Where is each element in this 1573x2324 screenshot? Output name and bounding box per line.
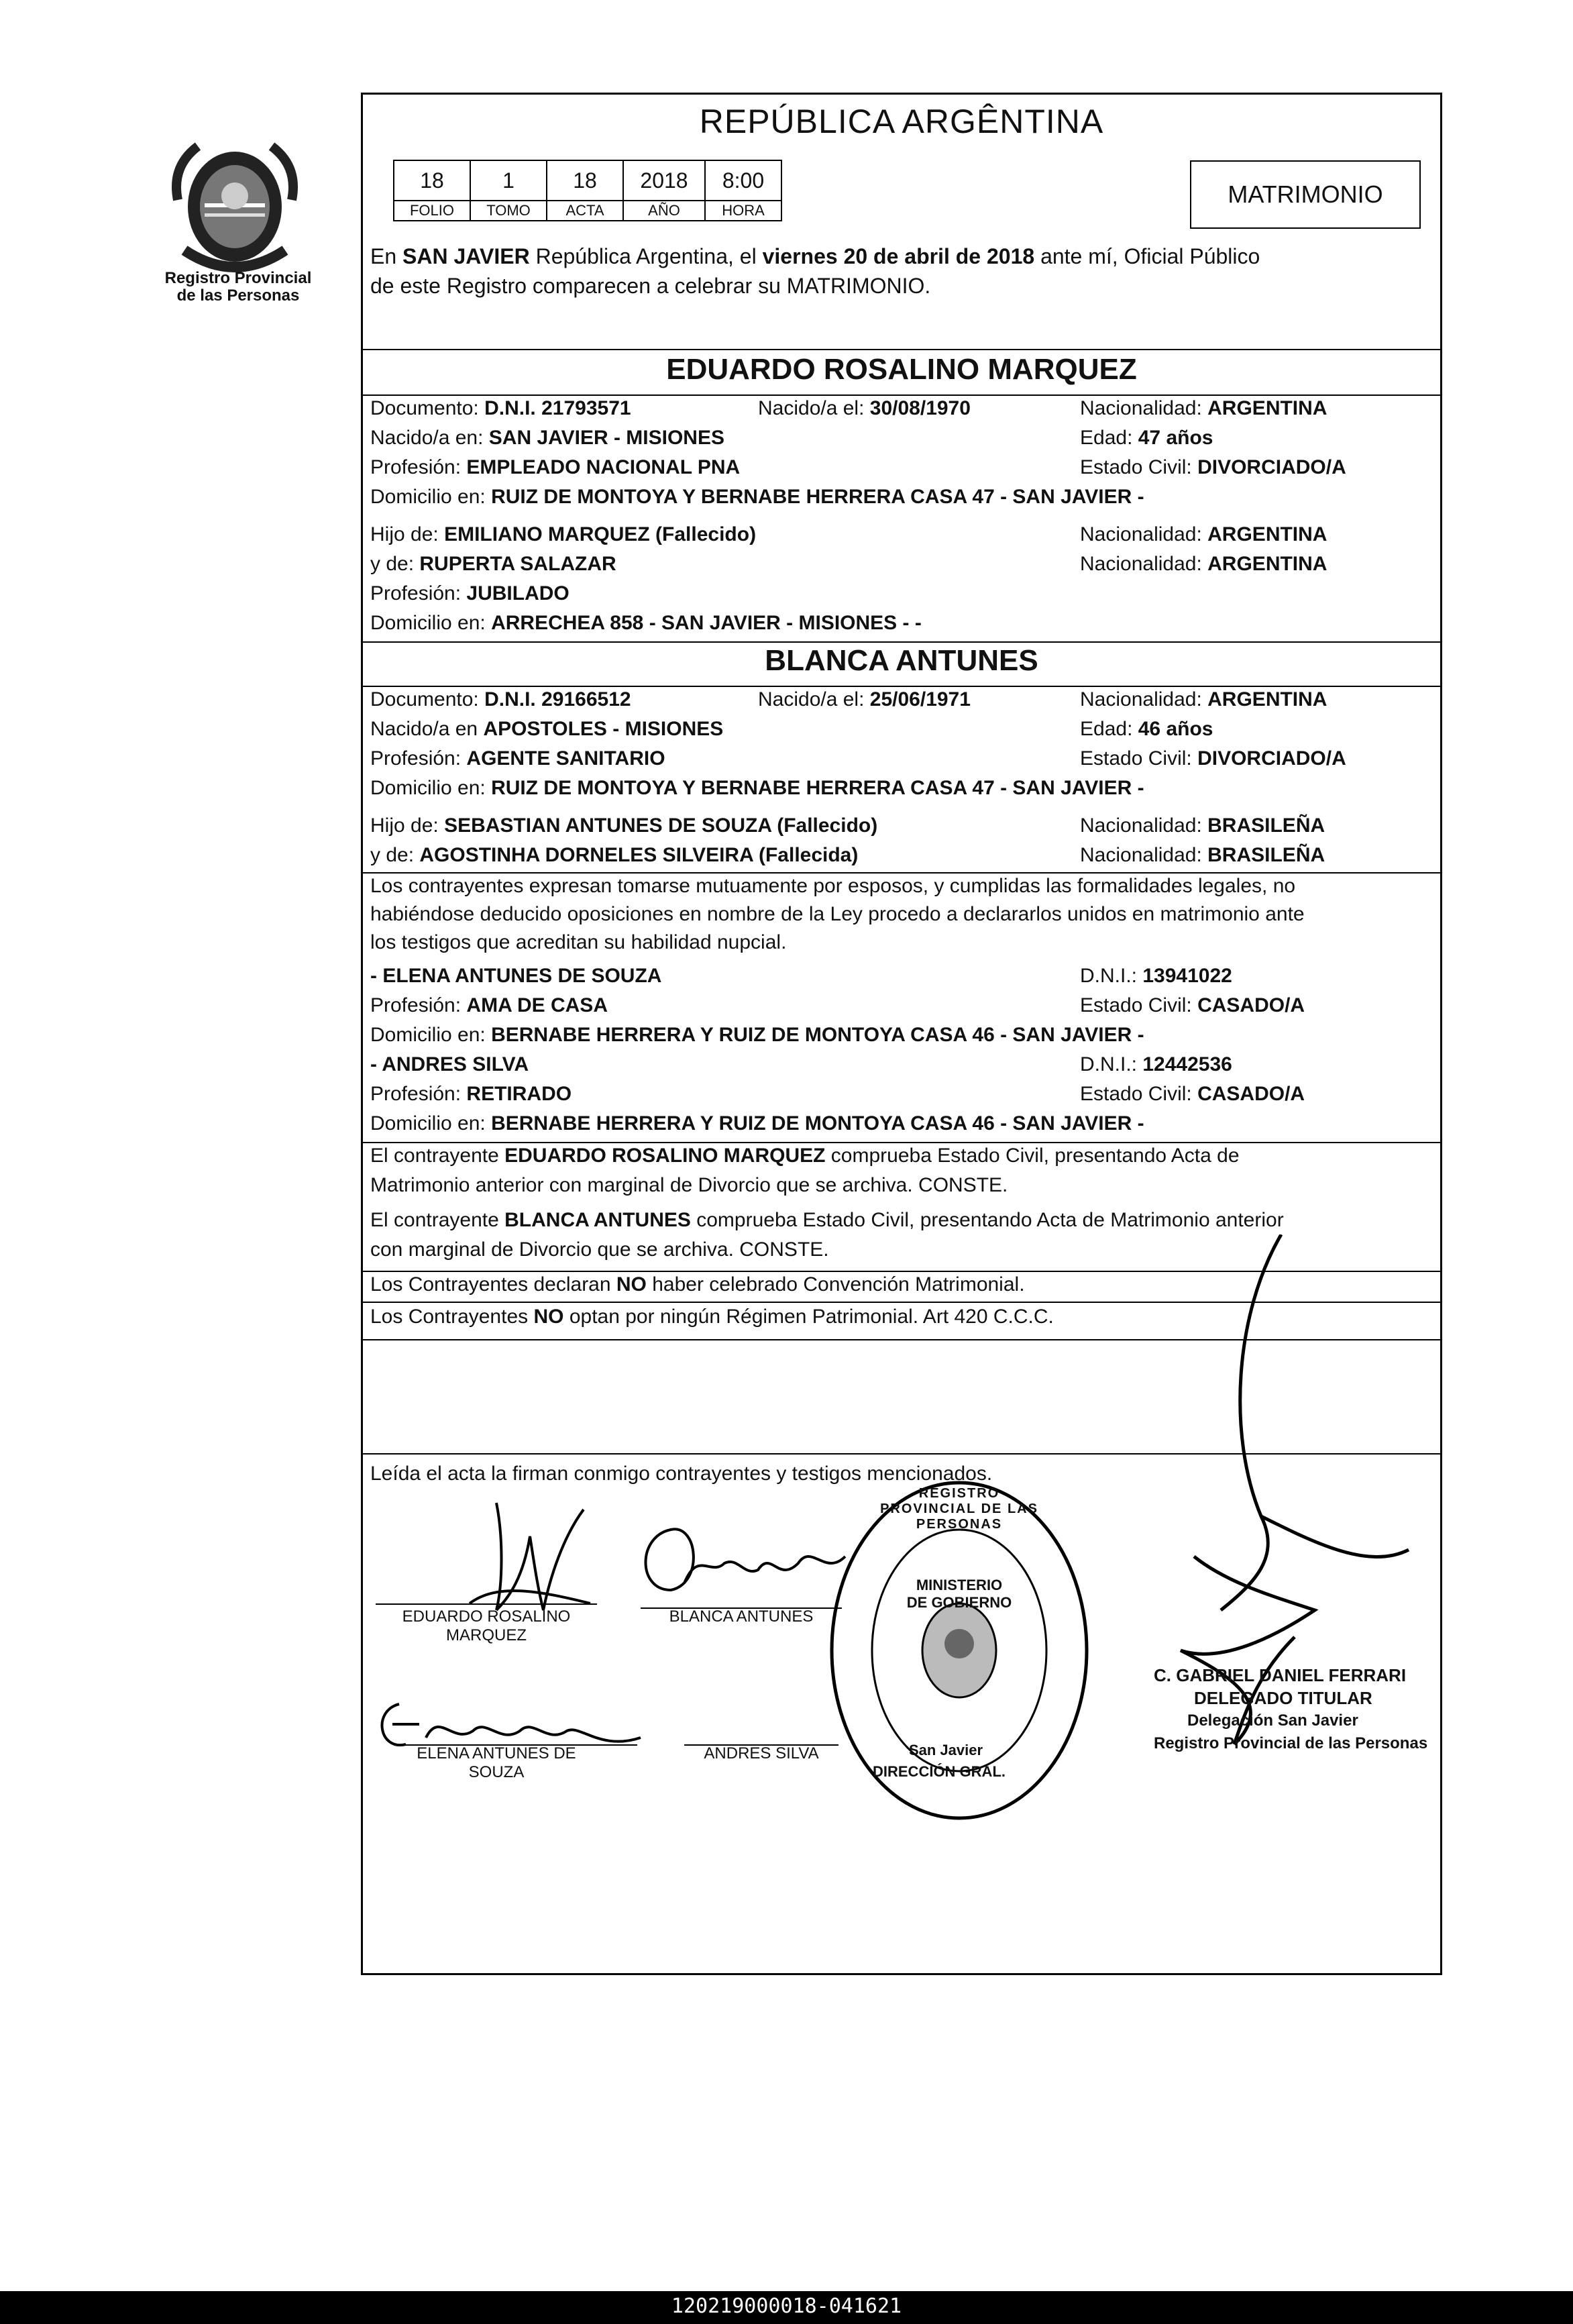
- official-registry: Registro Provincial de las Personas: [1154, 1734, 1428, 1752]
- tomo-label: TOMO: [470, 201, 547, 221]
- value: ARRECHEA 858 - SAN JAVIER - MISIONES - -: [491, 612, 922, 634]
- official-signature-block: [1154, 1664, 1442, 1755]
- tomo-value: 1: [470, 160, 547, 201]
- label: Domicilio en:: [370, 486, 486, 508]
- caption-line: ELENA ANTUNES DE: [417, 1744, 576, 1762]
- label: Domicilio en:: [370, 612, 486, 634]
- witness2-profession: [370, 1083, 572, 1106]
- text: El contrayente: [370, 1145, 505, 1167]
- acta-value: 18: [547, 160, 623, 201]
- value: JUBILADO: [466, 582, 569, 604]
- value: 25/06/1971: [869, 688, 971, 710]
- bride-signature-caption: BLANCA ANTUNES: [669, 1607, 814, 1626]
- value: BERNABE HERRERA Y RUIZ DE MONTOYA CASA 46 - SAN JAVIER -: [491, 1112, 1144, 1134]
- value: ARGENTINA: [1207, 688, 1327, 710]
- official-name: C. GABRIEL DANIEL FERRARI: [1154, 1665, 1407, 1685]
- value: 30/08/1970: [869, 397, 971, 419]
- groom-document: [370, 397, 631, 420]
- value: D.N.I. 21793571: [484, 397, 631, 419]
- groom-birthdate: [758, 397, 971, 420]
- label: Nacido/a en: [370, 718, 478, 740]
- label: Nacionalidad:: [1080, 523, 1202, 545]
- declaration-line2: habiéndose deducido oposiciones en nombre de la Ley procedo a declararlos unidos en matrimonio ante: [370, 903, 1305, 925]
- text: Los Contrayentes declaran: [370, 1273, 616, 1296]
- label: Nacionalidad:: [1080, 397, 1202, 419]
- name: EDUARDO ROSALINO MARQUEZ: [504, 1145, 826, 1167]
- value: DIVORCIADO/A: [1197, 747, 1346, 770]
- groom-parent-profession: [370, 582, 569, 605]
- value: 47 años: [1138, 427, 1213, 449]
- groom-signature-line: [376, 1603, 597, 1605]
- value: BRASILEÑA: [1207, 814, 1325, 837]
- caption-line: SOUZA: [468, 1763, 525, 1781]
- label: Profesión:: [370, 456, 462, 478]
- note2-line1: [370, 1209, 1284, 1232]
- anio-label: AÑO: [623, 201, 705, 221]
- label: Domicilio en:: [370, 1024, 486, 1046]
- label: Estado Civil:: [1080, 1083, 1192, 1105]
- text: comprueba Estado Civil, presentando Acta de Matrimonio anterior: [690, 1209, 1284, 1231]
- value: D.N.I. 29166512: [484, 688, 631, 710]
- note1-line2: Matrimonio anterior con marginal de Divorcio que se archiva. CONSTE.: [370, 1174, 1008, 1196]
- bride-age: [1080, 718, 1213, 741]
- declaration-line3: los testigos que acreditan su habilidad nupcial.: [370, 931, 787, 953]
- divider: [362, 1142, 1441, 1143]
- value: CASADO/A: [1197, 994, 1305, 1016]
- text: haber celebrado Convención Matrimonial.: [646, 1273, 1025, 1296]
- divider: [362, 641, 1441, 643]
- value: AMA DE CASA: [466, 994, 608, 1016]
- witness2-civil-status: [1080, 1083, 1305, 1106]
- witness2-dni: [1080, 1053, 1232, 1076]
- label: Documento:: [370, 397, 479, 419]
- bride-mother-nationality: [1080, 844, 1325, 867]
- hora-value: 8:00: [705, 160, 781, 201]
- divider: [362, 394, 1441, 396]
- label: Estado Civil:: [1080, 747, 1192, 770]
- groom-name-heading: EDUARDO ROSALINO MARQUEZ: [666, 353, 1137, 386]
- document-title: REPÚBLICA ARGÊNTINA: [699, 103, 1104, 140]
- label: D.N.I.:: [1080, 1053, 1138, 1075]
- label: Nacido/a en:: [370, 427, 484, 449]
- value: RUIZ DE MONTOYA Y BERNABE HERRERA CASA 47 - SAN JAVIER -: [491, 486, 1144, 508]
- name: BLANCA ANTUNES: [504, 1209, 691, 1231]
- value: EMILIANO MARQUEZ (Fallecido): [444, 523, 757, 545]
- text: comprueba Estado Civil, presentando Acta de: [825, 1145, 1240, 1167]
- seal-city-text: San Javier: [908, 1742, 983, 1758]
- anio-value: 2018: [623, 160, 705, 201]
- value: RETIRADO: [466, 1083, 572, 1105]
- text: Los Contrayentes: [370, 1306, 534, 1328]
- hora-label: HORA: [705, 201, 781, 221]
- groom-mother: [370, 553, 616, 576]
- label: Domicilio en:: [370, 1112, 486, 1134]
- emphasis: NO: [616, 1273, 647, 1296]
- label: y de:: [370, 844, 415, 866]
- groom-father-nationality: [1080, 523, 1327, 546]
- label: y de:: [370, 553, 415, 575]
- text: optan por ningún Régimen Patrimonial. Art 420 C.C.C.: [563, 1306, 1054, 1328]
- value: DIVORCIADO/A: [1197, 456, 1346, 478]
- bride-nationality: [1080, 688, 1327, 711]
- label: D.N.I.:: [1080, 965, 1138, 987]
- acta-label: ACTA: [547, 201, 623, 221]
- intro-text: ante mí, Oficial Público: [1034, 244, 1260, 268]
- value: ARGENTINA: [1207, 523, 1327, 545]
- value: CASADO/A: [1197, 1083, 1305, 1105]
- record-type-box: MATRIMONIO: [1190, 160, 1421, 229]
- witness2-name: - ANDRES SILVA: [370, 1053, 529, 1075]
- label: Profesión:: [370, 747, 462, 770]
- folio-value: 18: [394, 160, 470, 201]
- groom-father: [370, 523, 756, 546]
- value: BERNABE HERRERA Y RUIZ DE MONTOYA CASA 46 - SAN JAVIER -: [491, 1024, 1144, 1046]
- groom-parent-address: [370, 612, 922, 635]
- witness1-name: - ELENA ANTUNES DE SOUZA: [370, 965, 662, 987]
- label: Edad:: [1080, 718, 1133, 740]
- groom-profession: [370, 456, 740, 479]
- groom-signature-caption: [376, 1607, 597, 1645]
- closing-statement: Leída el acta la firman conmigo contrayentes y testigos mencionados.: [370, 1463, 993, 1485]
- label: Nacionalidad:: [1080, 814, 1202, 837]
- label: Edad:: [1080, 427, 1133, 449]
- official-title: DELEGADO TITULAR: [1194, 1688, 1372, 1708]
- intro-text: En: [370, 244, 403, 268]
- groom-address: [370, 486, 1144, 509]
- witness1-civil-status: [1080, 994, 1305, 1017]
- bride-birthplace: [370, 718, 723, 741]
- label: Profesión:: [370, 582, 462, 604]
- witness1-profession: [370, 994, 608, 1017]
- groom-civil-status: [1080, 456, 1346, 479]
- witness2-address: [370, 1112, 1144, 1135]
- bride-birthdate: [758, 688, 971, 711]
- seal-ring-text: DIRECCIÓN GRAL.: [873, 1763, 1006, 1780]
- bride-handwritten-signature: [631, 1510, 852, 1617]
- caption-line: MARQUEZ: [446, 1626, 527, 1644]
- text: El contrayente: [370, 1209, 505, 1231]
- declaration-line1: Los contrayentes expresan tomarse mutuamente por esposos, y cumplidas las formalidades legales, no: [370, 875, 1296, 897]
- divider: [362, 872, 1441, 874]
- caption-line: EDUARDO ROSALINO: [402, 1607, 571, 1626]
- divider: [362, 686, 1441, 687]
- seal-inner-text: MINISTERIO DE GOBIERNO: [906, 1577, 1012, 1611]
- intro-city: SAN JAVIER: [402, 244, 530, 268]
- label: Nacido/a el:: [758, 688, 865, 710]
- witness2-signature-caption: ANDRES SILVA: [704, 1744, 819, 1762]
- value: AGOSTINHA DORNELES SILVEIRA (Fallecida): [419, 844, 859, 866]
- value: AGENTE SANITARIO: [466, 747, 665, 770]
- value: 13941022: [1142, 965, 1232, 987]
- regime-note: [370, 1306, 1054, 1328]
- logo-caption-line1: Registro Provincial: [164, 269, 312, 287]
- label: Profesión:: [370, 1083, 462, 1105]
- logo-caption: [148, 270, 329, 305]
- witness1-dni: [1080, 965, 1232, 988]
- value: 12442536: [1142, 1053, 1232, 1075]
- intro-date: viernes 20 de abril de 2018: [762, 244, 1035, 268]
- label: Nacido/a el:: [758, 397, 865, 419]
- value: RUIZ DE MONTOYA Y BERNABE HERRERA CASA 47 - SAN JAVIER -: [491, 777, 1144, 799]
- convention-note: [370, 1273, 1025, 1296]
- groom-age: [1080, 427, 1213, 450]
- intro-line1: [370, 242, 1260, 271]
- bride-name-heading: BLANCA ANTUNES: [765, 644, 1038, 677]
- label: Estado Civil:: [1080, 456, 1192, 478]
- footer-barcode-number: 120219000018-041621: [671, 2294, 902, 2318]
- value: APOSTOLES - MISIONES: [483, 718, 724, 740]
- value: EMPLEADO NACIONAL PNA: [466, 456, 741, 478]
- label: Profesión:: [370, 994, 462, 1016]
- bride-document: [370, 688, 631, 711]
- registry-index-table: [393, 160, 782, 221]
- note1-line1: [370, 1145, 1240, 1167]
- intro-text: República Argentina, el: [529, 244, 763, 268]
- folio-label: FOLIO: [394, 201, 470, 221]
- label: Documento:: [370, 688, 479, 710]
- label: Nacionalidad:: [1080, 553, 1202, 575]
- value: ARGENTINA: [1207, 553, 1327, 575]
- seal-outer-text: REGISTRO PROVINCIAL DE LAS PERSONAS: [880, 1486, 1038, 1532]
- label: Estado Civil:: [1080, 994, 1192, 1016]
- label: Nacionalidad:: [1080, 688, 1202, 710]
- label: Hijo de:: [370, 814, 439, 837]
- divider: [362, 349, 1441, 350]
- groom-birthplace: [370, 427, 724, 450]
- value: BRASILEÑA: [1207, 844, 1325, 866]
- label: Hijo de:: [370, 523, 439, 545]
- groom-mother-nationality: [1080, 553, 1327, 576]
- emphasis: NO: [533, 1306, 564, 1328]
- bride-mother: [370, 844, 858, 867]
- bride-address: [370, 777, 1144, 800]
- note2-line2: con marginal de Divorcio que se archiva. CONSTE.: [370, 1238, 829, 1261]
- label: Nacionalidad:: [1080, 844, 1202, 866]
- value: 46 años: [1138, 718, 1213, 740]
- witness1-signature-caption: [396, 1744, 597, 1782]
- bride-father: [370, 814, 877, 837]
- bride-father-nationality: [1080, 814, 1325, 837]
- value: RUPERTA SALAZAR: [419, 553, 616, 575]
- groom-nationality: [1080, 397, 1327, 420]
- value: ARGENTINA: [1207, 397, 1327, 419]
- official-office: Delegación San Javier: [1187, 1711, 1358, 1730]
- logo-caption-line2: de las Personas: [176, 286, 300, 305]
- value: SEBASTIAN ANTUNES DE SOUZA (Fallecido): [444, 814, 878, 837]
- label: Domicilio en:: [370, 777, 486, 799]
- value: SAN JAVIER - MISIONES: [488, 427, 724, 449]
- bride-civil-status: [1080, 747, 1346, 770]
- intro-line2: de este Registro comparecen a celebrar su MATRIMONIO.: [370, 274, 931, 298]
- bride-profession: [370, 747, 665, 770]
- witness1-address: [370, 1024, 1144, 1047]
